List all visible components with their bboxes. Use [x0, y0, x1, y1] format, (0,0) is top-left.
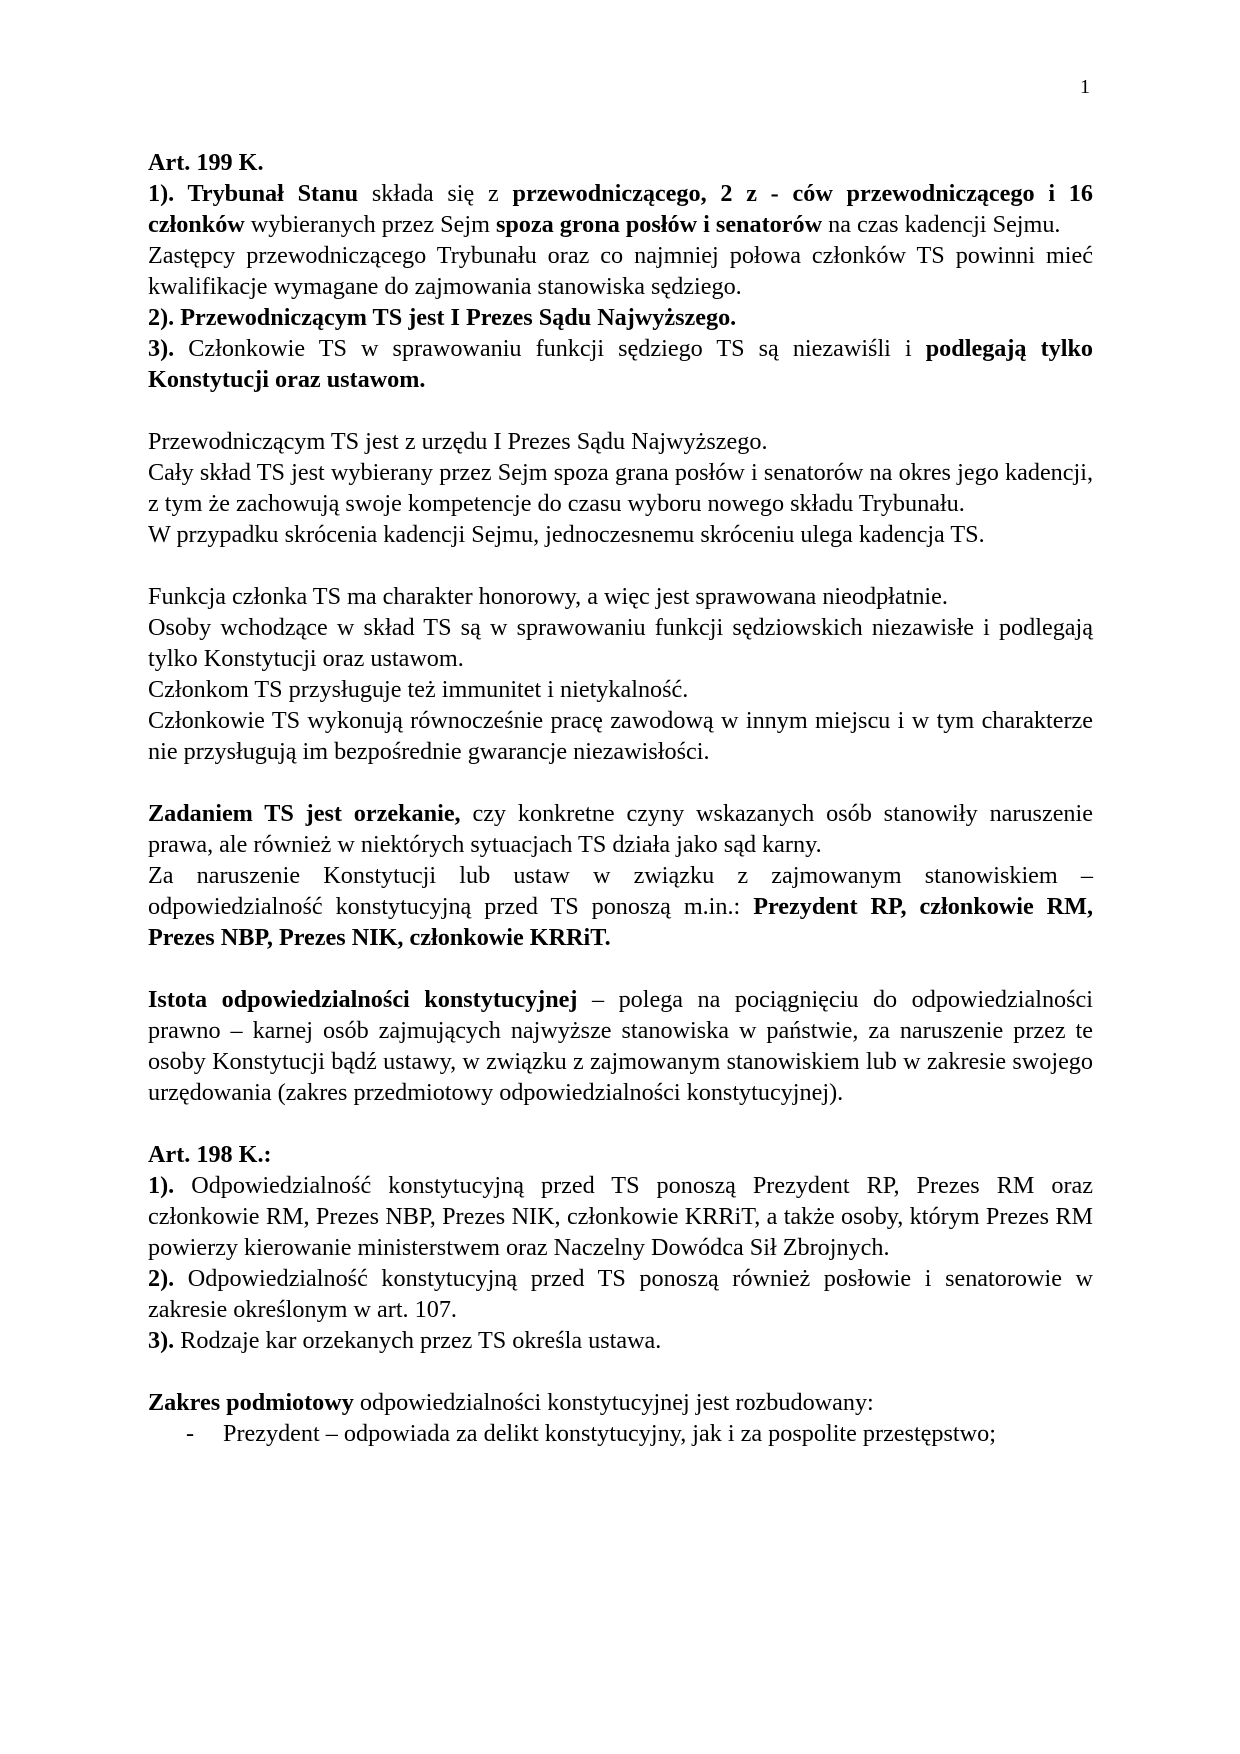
text-segment: Osoby wchodzące w skład TS są w sprawowaniu funkcji sędziowskich niezawisłe i podlegają tylko Konstytucji oraz ustawom. — [148, 614, 1093, 672]
paragraph — [148, 426, 1093, 457]
paragraph — [148, 302, 1093, 333]
text-segment: Odpowiedzialność konstytucyjną przed TS ponoszą Prezydent RP, Prezes RM oraz członkowie RM, Prezes NBP, Prezes NIK, członkowie KRRiT, a także osoby, którym Prezes RM powierzy kierowanie ministerstwem oraz Naczelny Dowódca Sił Zbrojnych. — [148, 1172, 1093, 1261]
text-segment: – polega na pociągnięciu do odpowiedzialności prawno – karnej osób zajmujących najwyższe stanowiska w państwie, za naruszenie przez te osoby Konstytucji bądź ustawy, w związku z zajmowanym stanowiskiem lub w zakresie swojego urzędowania (zakres przedmiotowy odpowiedzialności konstytucyjnej). — [148, 986, 1093, 1106]
bold-text: Art. 199 K. — [148, 149, 264, 176]
text-segment: Rodzaje kar orzekanych przez TS określa ustawa. — [174, 1327, 662, 1354]
bold-text: Art. 198 K.: — [148, 1141, 272, 1168]
bold-text: spoza grona posłów i senatorów — [495, 211, 823, 238]
paragraph — [148, 147, 1093, 178]
paragraph-spacer — [148, 953, 1093, 984]
bold-text: przewodniczącego, 2 z - ców przewodniczącego i 16 członków — [148, 180, 1093, 238]
text-segment: składa się z — [358, 180, 513, 207]
paragraph-spacer — [148, 1356, 1093, 1387]
bold-text: Istota odpowiedzialności konstytucyjnej — [148, 986, 578, 1013]
paragraph — [148, 860, 1093, 953]
bullet-list — [148, 1418, 1093, 1449]
bold-text: podlegają tylko Konstytucji oraz ustawom. — [148, 335, 1093, 393]
text-segment: Przewodniczącym TS jest z urzędu I Prezes Sądu Najwyższego. — [148, 428, 768, 455]
paragraph — [148, 1263, 1093, 1325]
document-body — [148, 147, 1093, 1449]
paragraph — [148, 1387, 1093, 1418]
list-item: - Prezydent – odpowiada za delikt konstytucyjny, jak i za pospolite przestępstwo; — [148, 1418, 1093, 1449]
text-segment: Członkom TS przysługuje też immunitet i nietykalność. — [148, 676, 689, 703]
paragraph — [148, 333, 1093, 395]
paragraph — [148, 581, 1093, 612]
paragraph — [148, 1325, 1093, 1356]
bold-text: Zadaniem TS jest orzekanie, — [148, 800, 461, 827]
paragraph — [148, 984, 1093, 1108]
bold-text: 3). — [148, 1327, 175, 1354]
paragraph — [148, 178, 1093, 240]
paragraph — [148, 705, 1093, 767]
paragraph-spacer — [148, 550, 1093, 581]
bold-text: 2). Przewodniczącym TS jest I Prezes Sądu Najwyższego. — [148, 304, 737, 331]
text-segment: Funkcja członka TS ma charakter honorowy, a więc jest sprawowana nieodpłatnie. — [148, 583, 948, 610]
paragraph — [148, 1170, 1093, 1263]
paragraph-spacer — [148, 1108, 1093, 1139]
bold-text: 2). — [148, 1265, 175, 1292]
paragraph — [148, 457, 1093, 519]
text-segment: Członkowie TS wykonują równocześnie pracę zawodową w innym miejscu i w tym charakterze nie przysługują im bezpośrednie gwarancje niezawisłości. — [148, 707, 1093, 765]
text-segment: wybieranych przez Sejm — [244, 211, 496, 238]
bold-text: 3). — [148, 335, 175, 362]
text-segment: Odpowiedzialność konstytucyjną przed TS ponoszą również posłowie i senatorowie w zakresie określonym w art. 107. — [148, 1265, 1093, 1323]
text-segment: odpowiedzialności konstytucyjnej jest rozbudowany: — [353, 1389, 874, 1416]
bold-text: Prezydent RP, członkowie RM, Prezes NBP, Prezes NIK, członkowie KRRiT. — [148, 893, 1094, 951]
text-segment: Zastępcy przewodniczącego Trybunału oraz co najmniej połowa członków TS powinni mieć kwalifikacje wymagane do zajmowania stanowiska sędziego. — [148, 242, 1093, 300]
paragraph — [148, 612, 1093, 674]
text-segment: Cały skład TS jest wybierany przez Sejm spoza grana posłów i senatorów na okres jego kadencji, z tym że zachowują swoje kompetencje do czasu wyboru nowego składu Trybunału. — [148, 459, 1093, 517]
paragraph-spacer — [148, 767, 1093, 798]
bold-text: Trybunał Stanu — [187, 180, 359, 207]
text-segment: W przypadku skrócenia kadencji Sejmu, jednoczesnemu skróceniu ulega kadencja TS. — [148, 521, 985, 548]
paragraph — [148, 240, 1093, 302]
paragraph — [148, 798, 1093, 860]
bold-text: 1). — [148, 1172, 175, 1199]
bold-text: 1). — [148, 180, 188, 207]
text-segment: na czas kadencji Sejmu. — [822, 211, 1061, 238]
text-segment: czy konkretne czyny wskazanych osób stanowiły naruszenie prawa, ale również w niektórych sytuacjach TS działa jako sąd karny. — [148, 800, 1093, 858]
paragraph — [148, 1139, 1093, 1170]
bold-text: Zakres podmiotowy — [148, 1389, 354, 1416]
paragraph — [148, 674, 1093, 705]
page-number: 1 — [1080, 76, 1090, 98]
text-segment: Członkowie TS w sprawowaniu funkcji sędziego TS są niezawiśli i — [174, 335, 926, 362]
text-segment: Za naruszenie Konstytucji lub ustaw w związku z zajmowanym stanowiskiem – odpowiedzialność konstytucyjną przed TS ponoszą m.in.: — [148, 862, 1093, 920]
paragraph-spacer — [148, 395, 1093, 426]
paragraph — [148, 519, 1093, 550]
